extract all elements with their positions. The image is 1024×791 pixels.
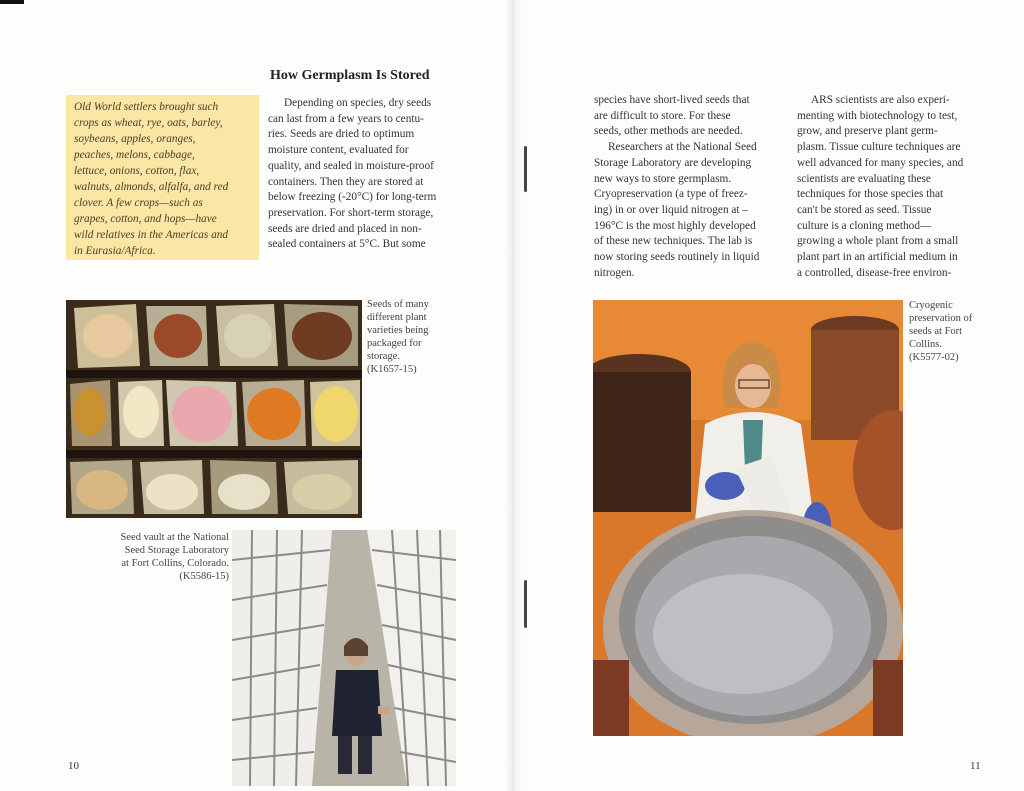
body-line: now storing seeds routinely in liquid	[594, 251, 760, 264]
caption-line: Collins.	[909, 339, 942, 350]
caption-line: preservation of	[909, 313, 973, 324]
cryogenic-photo	[593, 300, 903, 736]
caption-line: varieties being	[367, 325, 429, 336]
cryogenic-image	[593, 300, 903, 736]
body-line: growing a whole plant from a small	[797, 235, 959, 248]
staple-top	[524, 146, 527, 192]
body-column-left	[268, 96, 461, 253]
body-line: are difficult to store. For these	[594, 109, 731, 122]
caption-line: (K1657-15)	[367, 364, 417, 375]
caption-cryogenic	[909, 299, 989, 364]
body-line: ries. Seeds are dried to optimum	[268, 128, 415, 141]
page-number-left: 10	[68, 760, 79, 772]
body-line: containers. Then they are stored at	[268, 175, 424, 188]
sidebar-line: crops as wheat, rye, oats, barley,	[74, 117, 223, 129]
section-heading: How Germplasm Is Stored	[270, 68, 430, 83]
body-line: Storage Laboratory are developing	[594, 156, 752, 169]
body-line: well advanced for many species, and	[797, 156, 964, 169]
body-line: culture is a cloning method—	[797, 219, 932, 232]
sidebar-line: peaches, melons, cabbage,	[74, 149, 195, 161]
sidebar-line: clover. A few crops—such as	[74, 197, 203, 209]
caption-line: Seed Storage Laboratory	[124, 545, 229, 556]
body-line: ARS scientists are also experi-	[811, 94, 950, 106]
body-line: scientists are evaluating these	[797, 172, 931, 185]
body-column-right-1	[594, 93, 784, 281]
body-line: seeds, other methods are needed.	[594, 125, 743, 138]
caption-line: at Fort Collins, Colorado.	[121, 558, 229, 569]
sidebar-note	[66, 95, 259, 260]
book-gutter	[504, 0, 522, 791]
body-line: plasm. Tissue culture techniques are	[797, 141, 961, 154]
body-line: can last from a few years to centu-	[268, 112, 424, 125]
body-line: grow, and preserve plant germ-	[797, 125, 938, 138]
sidebar-line: in Eurasia/Africa.	[74, 245, 156, 257]
caption-line: (K5577-02)	[909, 352, 959, 363]
caption-line: storage.	[367, 351, 400, 362]
body-line: 196°C is the most highly developed	[594, 219, 756, 232]
body-line: a controlled, disease-free environ-	[797, 266, 952, 279]
sidebar-line: wild relatives in the Americas and	[74, 229, 229, 241]
body-line: ing) in or over liquid nitrogen at –	[594, 203, 749, 216]
caption-line: Seed vault at the National	[120, 532, 229, 543]
caption-line: (K5586-15)	[179, 571, 229, 582]
sidebar-line: lettuce, onions, cotton, flax,	[74, 165, 200, 177]
scan-corner-mark	[0, 0, 24, 4]
body-column-right-2	[797, 93, 988, 281]
body-line: species have short-lived seeds that	[594, 94, 750, 106]
caption-line: seeds at Fort	[909, 326, 963, 337]
body-line: plant part in an artificial medium in	[797, 251, 958, 264]
body-line: can't be stored as seed. Tissue	[797, 203, 932, 216]
body-line: nitrogen.	[594, 266, 635, 279]
sidebar-line: Old World settlers brought such	[74, 101, 219, 113]
caption-line: different plant	[367, 312, 427, 323]
caption-line: Seeds of many	[367, 299, 429, 310]
seed-vault-photo	[232, 530, 456, 786]
staple-bottom	[524, 580, 527, 628]
seed-packets-image	[66, 300, 362, 518]
caption-seed-packets	[367, 298, 453, 376]
caption-line: packaged for	[367, 338, 422, 349]
sidebar-line: soybeans, apples, oranges,	[74, 133, 196, 145]
caption-line: Cryogenic	[909, 300, 953, 311]
body-line: new ways to store germplasm.	[594, 172, 732, 185]
body-line: techniques for those species that	[797, 188, 944, 201]
body-line: Depending on species, dry seeds	[284, 97, 432, 109]
body-line: preservation. For short-term storage,	[268, 206, 434, 219]
seed-vault-image	[232, 530, 456, 786]
body-line: quality, and sealed in moisture-proof	[268, 159, 434, 172]
body-line: below freezing (-20°C) for long-term	[268, 191, 437, 204]
sidebar-line: grapes, cotton, and hops—have	[74, 213, 217, 225]
sidebar-line: walnuts, almonds, alfalfa, and red	[74, 181, 229, 193]
body-line: Cryopreservation (a type of freez-	[594, 188, 748, 201]
body-line: sealed containers at 5°C. But some	[268, 238, 426, 251]
page-number-right: 11	[970, 760, 981, 772]
caption-seed-vault	[98, 531, 229, 583]
body-line: seeds are dried and placed in non-	[268, 222, 422, 235]
body-line: of these new techniques. The lab is	[594, 235, 753, 248]
body-line: Researchers at the National Seed	[608, 141, 757, 154]
body-line: moisture content, evaluated for	[268, 144, 409, 157]
seed-packets-photo	[66, 300, 362, 518]
body-line: menting with biotechnology to test,	[797, 109, 958, 122]
